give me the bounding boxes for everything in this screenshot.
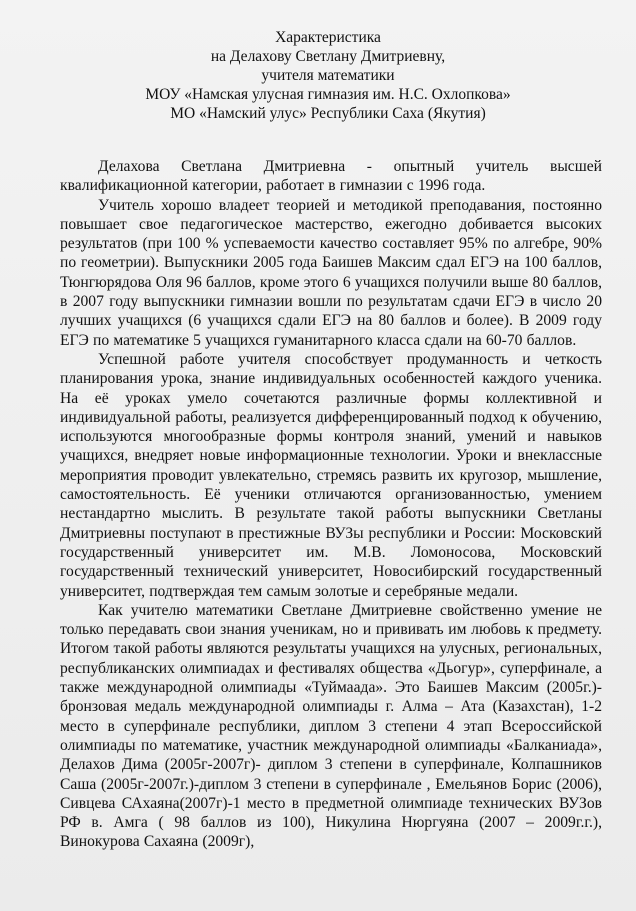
document-title: Характеристика bbox=[275, 29, 381, 46]
paragraph: Успешной работе учителя способствует продуманность и четкость планирования урока, знание индивидуальных особенностей каждого ученика. На её уроках умело сочетаются различные формы коллективной и индивидуальной работы, реализуется дифференцированный подход к обучению, используются многообразные формы контроля знаний, умений и навыков учащихся, внедряет новые информационные технологии. Уроки и внеклассные мероприятия проводит увлекательно, стремясь развить их кругозор, мышление, самостоятельность. Её ученики отличаются организованностью, умением нестандартно мыслить. В результате такой работы выпускники Светланы Дмитриевны поступают в престижные ВУЗы республики и России: Московский государственный университет им. М.В. Ломоносова, Московский государственный технический университет, Новосибирский государственный университет, подтверждая тем самым золотые и серебряные медали. bbox=[60, 350, 602, 600]
position-line: учителя математики bbox=[261, 67, 395, 84]
subject-line: на Делахову Светлану Дмитриевну, bbox=[210, 48, 446, 65]
paragraph: Как учителю математики Светлане Дмитриевне свойственно умение не только передавать свои знания ученикам, но и прививать им любовь к предмету. Итогом такой работы являются результаты учащихся на улусных, региональных, республиканских олимпиадах и фестивалях общества «Дьогур», суперфинале, а также международной олимпиады «Туймаада». Это Баишев Максим (2005г.)- бронзовая медаль международной олимпиады г. Алма – Ата (Казахстан), 1-2 место в суперфинале республики, диплом 3 степени 4 этап Всероссийской олимпиады по математике, участник международной олимпиады «Балканиада», Делахов Дима (2005г-2007г)- диплом 3 степени в суперфинале, Колпашников Саша (2005г-2007г.)-диплом 3 степени в суперфинале , Емельянов Борис (2006), Сивцева САхаяна(2007г)-1 место в предметной олимпиаде технических ВУЗов РФ в. Амга ( 98 баллов из 100), Никулина Нюргуяна (2007 – 2009г.г.), Винокурова Сахаяна (2009г), bbox=[60, 601, 602, 851]
document-body bbox=[60, 157, 602, 852]
paragraph: Делахова Светлана Дмитриевна - опытный учитель высшей квалификационной категории, работает в гимназии с 1996 года. bbox=[60, 158, 602, 195]
region-line: МО «Намский улус» Республики Саха (Якутия) bbox=[170, 105, 486, 122]
school-line: МОУ «Намская улусная гимназия им. Н.С. Охлопкова» bbox=[145, 86, 511, 103]
paragraph: Учитель хорошо владеет теорией и методикой преподавания, постоянно повышает свое педагогическое мастерство, ежегодно добивается высоких результатов (при 100 % успеваемости качество составляет 95% по алгебре, 90% по геометрии). Выпускники 2005 года Баишев Максим сдал ЕГЭ на 100 баллов, Тюнгюрядова Оля 96 баллов, кроме этого 6 учащихся получили выше 80 баллов, в 2007 году выпускники гимназии вошли по результатам сдачи ЕГЭ в число 20 лучших учащихся (6 учащихся сдали ЕГЭ на 80 баллов и более). В 2009 году ЕГЭ по математике 5 учащихся гуманитарного класса сдали на 60-70 баллов. bbox=[60, 196, 602, 349]
document-header bbox=[60, 28, 596, 123]
